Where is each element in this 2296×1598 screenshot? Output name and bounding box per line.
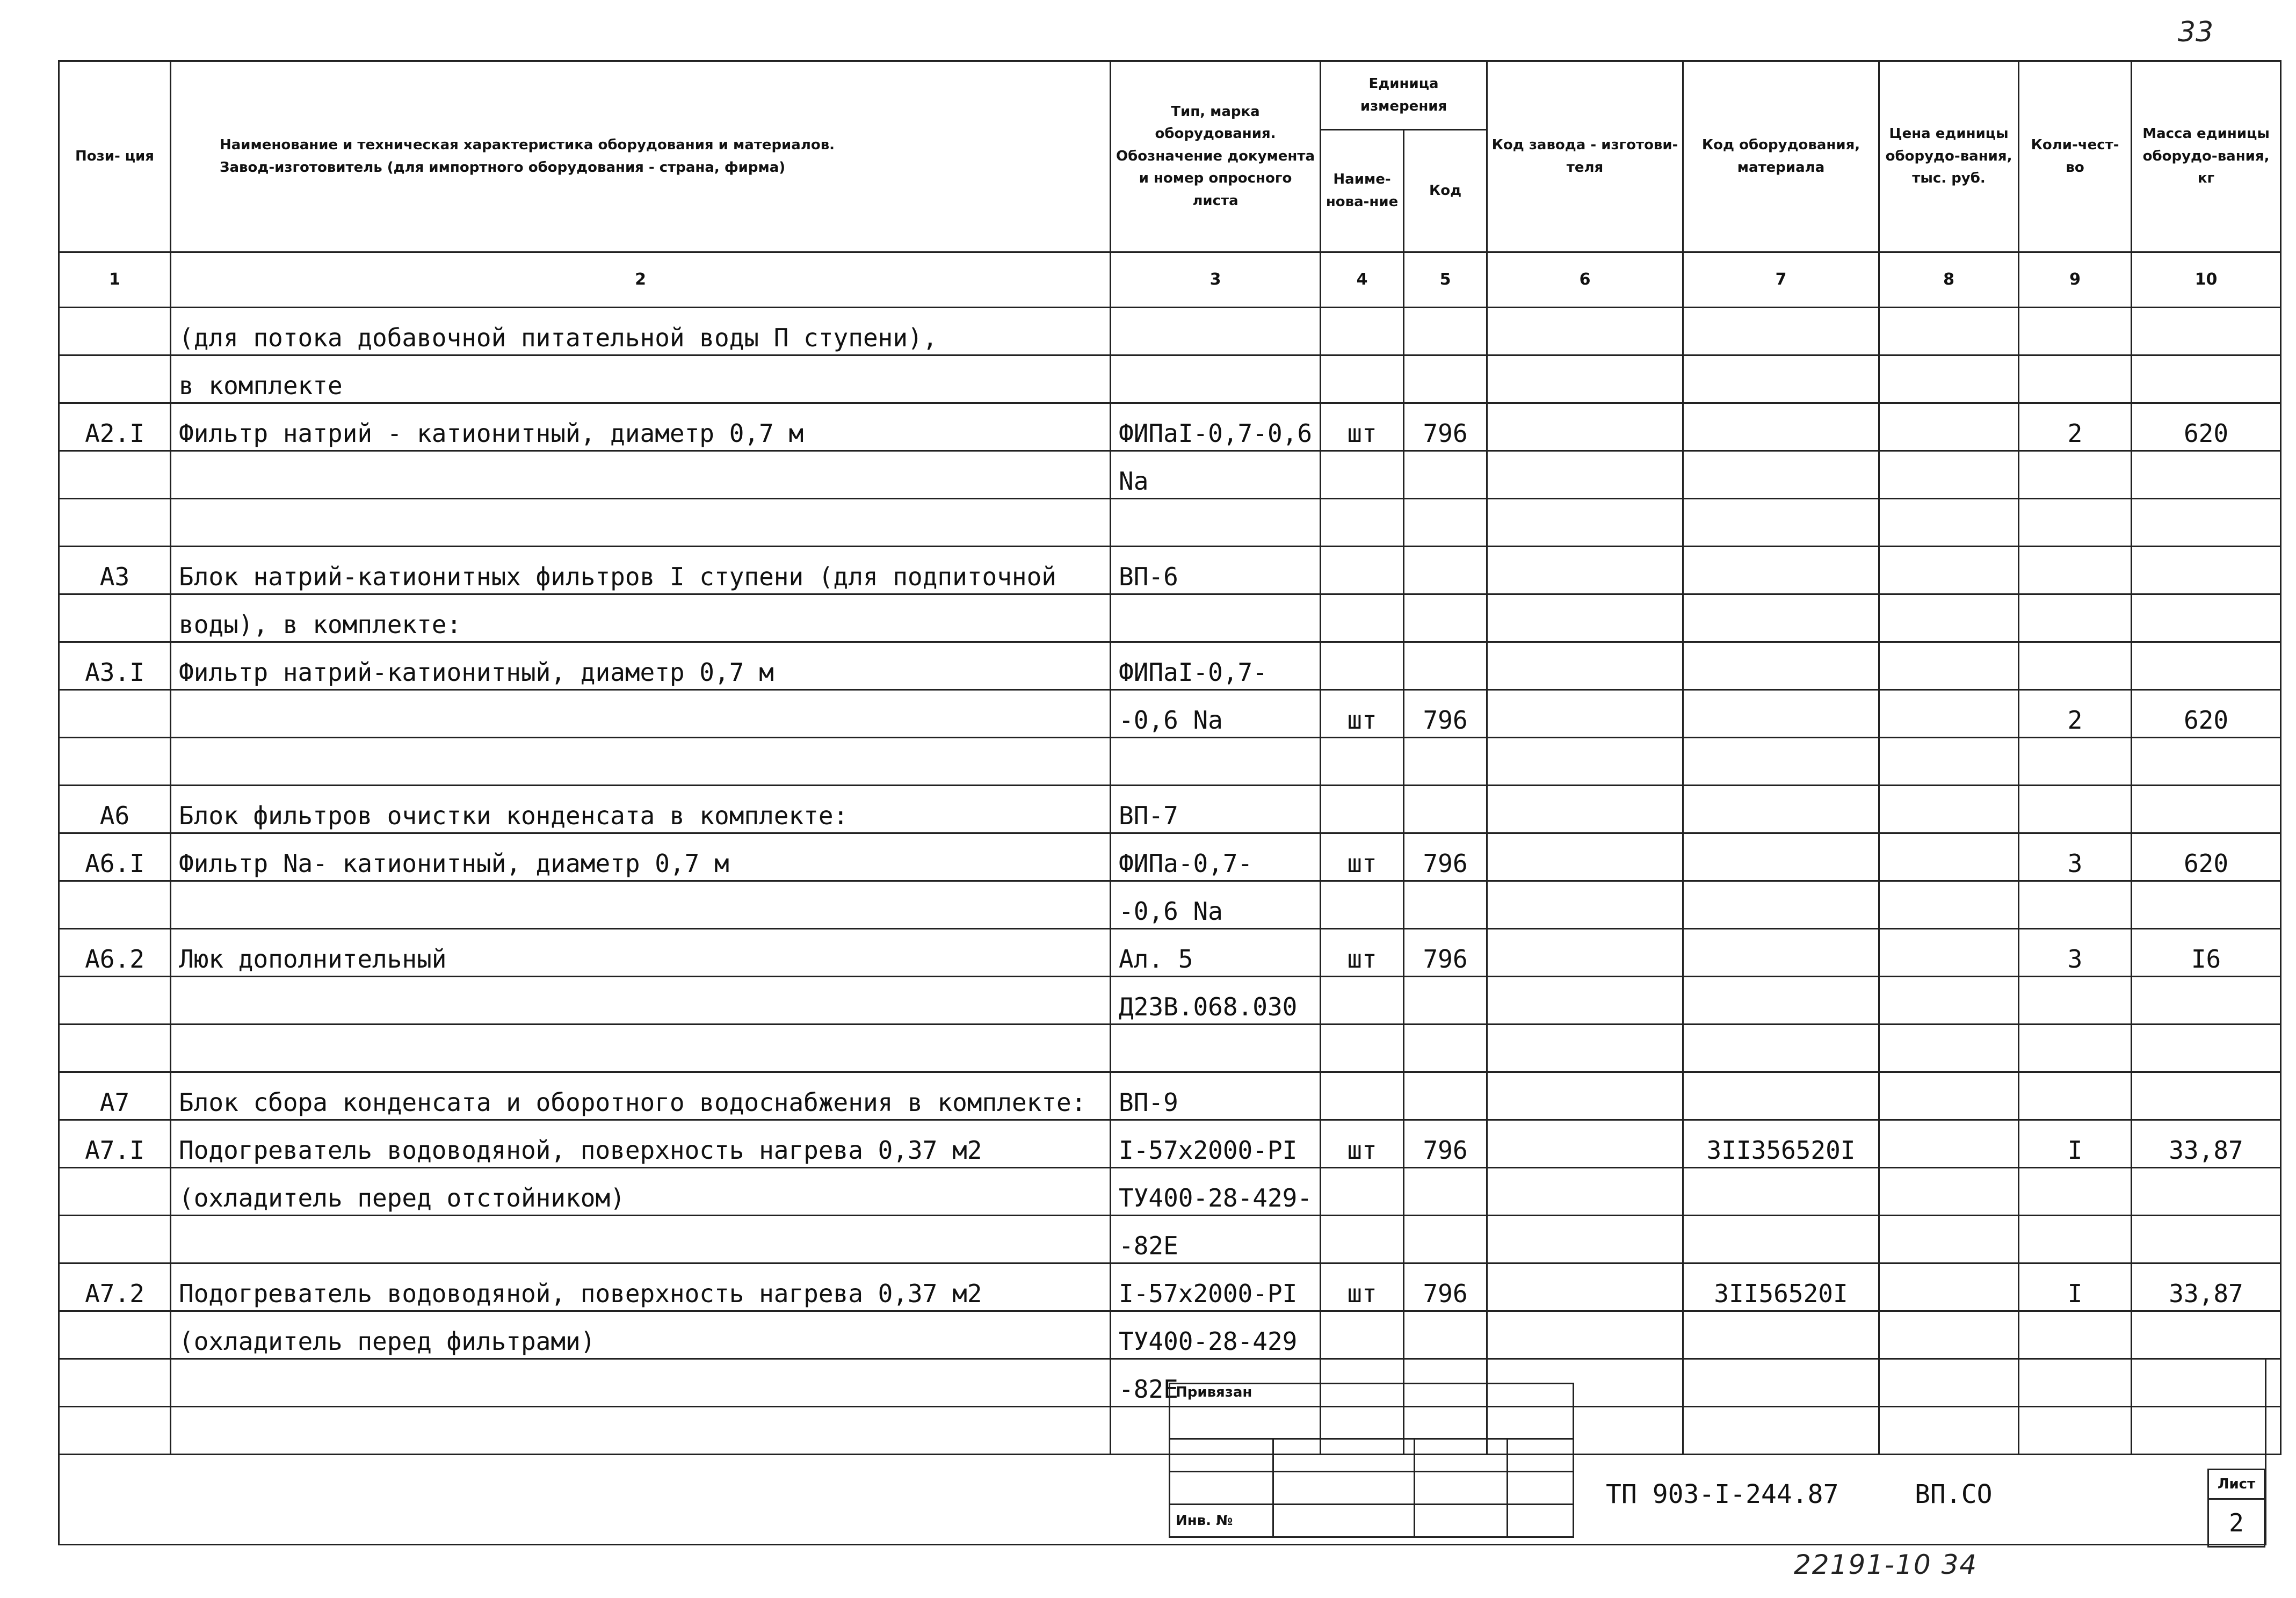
price-cell	[1879, 547, 2019, 594]
equipment-code-cell	[1683, 833, 1879, 881]
position-cell	[59, 881, 171, 929]
equipment-code-cell	[1683, 929, 1879, 977]
table-row	[59, 403, 2281, 451]
price-cell	[1879, 1216, 2019, 1263]
unit-code-cell: 796	[1404, 929, 1487, 977]
type-cell: ВП-7	[1111, 786, 1321, 833]
page-number-handwritten: 33	[2178, 16, 2214, 48]
mass-cell	[2132, 1025, 2281, 1072]
unit-code-cell	[1404, 738, 1487, 786]
type-cell	[1111, 355, 1321, 403]
table-row	[59, 786, 2281, 833]
unit-code-cell	[1404, 1311, 1487, 1359]
unit-name-cell	[1321, 1311, 1404, 1359]
plant-code-cell	[1487, 355, 1683, 403]
position-cell: А6.I	[59, 833, 171, 881]
plant-code-cell	[1487, 1120, 1683, 1168]
type-cell: Д23В.068.030	[1111, 977, 1321, 1025]
plant-code-cell	[1487, 308, 1683, 355]
mass-cell: I6	[2132, 929, 2281, 977]
type-cell	[1111, 308, 1321, 355]
quantity-cell: I	[2019, 1263, 2132, 1311]
specification-table	[58, 60, 2281, 1455]
quantity-cell	[2019, 499, 2132, 547]
header-type: Тип, марка оборудования. Обозначение документа и номер опросного листа	[1111, 61, 1321, 252]
name-cell	[171, 977, 1111, 1025]
unit-name-cell	[1321, 1072, 1404, 1120]
plant-code-cell	[1487, 451, 1683, 499]
type-cell	[1111, 594, 1321, 642]
price-cell	[1879, 451, 2019, 499]
sheet-label: Лист	[2208, 1470, 2265, 1499]
column-number: 7	[1683, 252, 1879, 308]
column-number: 9	[2019, 252, 2132, 308]
mass-cell	[2132, 1216, 2281, 1263]
equipment-code-cell	[1683, 547, 1879, 594]
attachment-stamp	[1169, 1383, 1574, 1538]
equipment-code-cell	[1683, 499, 1879, 547]
table-row	[59, 977, 2281, 1025]
attached-label: Привязан	[1170, 1384, 1574, 1439]
name-cell: Блок натрий-катионитных фильтров I ступени (для подпиточной	[171, 547, 1111, 594]
mass-cell	[2132, 499, 2281, 547]
price-cell	[1879, 1311, 2019, 1359]
table-row	[59, 881, 2281, 929]
quantity-cell	[2019, 977, 2132, 1025]
unit-code-cell: 796	[1404, 833, 1487, 881]
plant-code-cell	[1487, 1216, 1683, 1263]
unit-name-cell	[1321, 1025, 1404, 1072]
table-row	[59, 1072, 2281, 1120]
table-row	[59, 642, 2281, 690]
plant-code-cell	[1487, 499, 1683, 547]
position-cell: А3	[59, 547, 171, 594]
mass-cell	[2132, 642, 2281, 690]
mass-cell: 620	[2132, 403, 2281, 451]
header-position: Пози- ция	[59, 61, 171, 252]
unit-name-cell	[1321, 547, 1404, 594]
equipment-code-cell	[1683, 403, 1879, 451]
price-cell	[1879, 738, 2019, 786]
quantity-cell	[2019, 1072, 2132, 1120]
plant-code-cell	[1487, 833, 1683, 881]
equipment-code-cell: 3II56520I	[1683, 1263, 1879, 1311]
mass-cell	[2132, 786, 2281, 833]
name-cell	[171, 881, 1111, 929]
position-cell	[59, 1168, 171, 1216]
price-cell	[1879, 690, 2019, 738]
unit-code-cell	[1404, 977, 1487, 1025]
unit-name-cell: шт	[1321, 690, 1404, 738]
name-cell: (охладитель перед отстойником)	[171, 1168, 1111, 1216]
price-cell	[1879, 499, 2019, 547]
price-cell	[1879, 355, 2019, 403]
quantity-cell	[2019, 355, 2132, 403]
price-cell	[1879, 1072, 2019, 1120]
table-row	[59, 833, 2281, 881]
plant-code-cell	[1487, 403, 1683, 451]
table-row	[59, 1216, 2281, 1263]
table-row	[59, 1120, 2281, 1168]
header-quantity: Коли-чест-во	[2019, 61, 2132, 252]
unit-name-cell	[1321, 1168, 1404, 1216]
column-number: 5	[1404, 252, 1487, 308]
unit-code-cell	[1404, 1025, 1487, 1072]
name-cell: Блок фильтров очистки конденсата в комплекте:	[171, 786, 1111, 833]
position-cell	[59, 499, 171, 547]
mass-cell	[2132, 738, 2281, 786]
table-row	[59, 1168, 2281, 1216]
type-cell	[1111, 499, 1321, 547]
mass-cell	[2132, 1168, 2281, 1216]
quantity-cell	[2019, 451, 2132, 499]
quantity-cell	[2019, 1025, 2132, 1072]
column-number: 3	[1111, 252, 1321, 308]
header-price: Цена единицы оборудо-вания, тыс. руб.	[1879, 61, 2019, 252]
unit-code-cell	[1404, 451, 1487, 499]
unit-name-cell	[1321, 499, 1404, 547]
equipment-code-cell: 3II356520I	[1683, 1120, 1879, 1168]
mass-cell	[2132, 1311, 2281, 1359]
quantity-cell	[2019, 786, 2132, 833]
price-cell	[1879, 1025, 2019, 1072]
unit-code-cell	[1404, 499, 1487, 547]
header-plant-code: Код завода - изготови-теля	[1487, 61, 1683, 252]
type-cell: ФИПа-0,7-	[1111, 833, 1321, 881]
position-cell: А7.2	[59, 1263, 171, 1311]
table-row	[59, 499, 2281, 547]
name-cell	[171, 1216, 1111, 1263]
table-row	[59, 738, 2281, 786]
quantity-cell	[2019, 547, 2132, 594]
unit-code-cell	[1404, 881, 1487, 929]
position-cell: А6.2	[59, 929, 171, 977]
price-cell	[1879, 594, 2019, 642]
unit-name-cell	[1321, 977, 1404, 1025]
table-row	[59, 929, 2281, 977]
name-cell: Подогреватель водоводяной, поверхность нагрева 0,37 м2	[171, 1263, 1111, 1311]
equipment-code-cell	[1683, 1025, 1879, 1072]
plant-code-cell	[1487, 977, 1683, 1025]
column-number: 4	[1321, 252, 1404, 308]
quantity-cell	[2019, 738, 2132, 786]
header-mass: Масса единицы оборудо-вания, кг	[2132, 61, 2281, 252]
mass-cell	[2132, 881, 2281, 929]
equipment-code-cell	[1683, 1072, 1879, 1120]
column-number: 2	[171, 252, 1111, 308]
position-cell	[59, 355, 171, 403]
inv-number-label: Инв. №	[1170, 1505, 1273, 1537]
mass-cell	[2132, 547, 2281, 594]
equipment-code-cell	[1683, 977, 1879, 1025]
price-cell	[1879, 1120, 2019, 1168]
unit-code-cell	[1404, 594, 1487, 642]
unit-name-cell	[1321, 308, 1404, 355]
type-cell: ТУ400-28-429-	[1111, 1168, 1321, 1216]
table-row	[59, 308, 2281, 355]
unit-code-cell: 796	[1404, 690, 1487, 738]
equipment-code-cell	[1683, 308, 1879, 355]
price-cell	[1879, 833, 2019, 881]
equipment-code-cell	[1683, 690, 1879, 738]
archive-number-handwritten: 22191-10 34	[1794, 1549, 1978, 1580]
unit-code-cell	[1404, 547, 1487, 594]
table-header-row	[59, 61, 2281, 130]
unit-code-cell: 796	[1404, 1120, 1487, 1168]
position-cell	[59, 308, 171, 355]
type-cell: ВП-9	[1111, 1072, 1321, 1120]
table-body	[59, 308, 2281, 1455]
name-cell: в комплекте	[171, 355, 1111, 403]
plant-code-cell	[1487, 547, 1683, 594]
price-cell	[1879, 977, 2019, 1025]
equipment-code-cell	[1683, 738, 1879, 786]
unit-name-cell: шт	[1321, 929, 1404, 977]
name-cell: Подогреватель водоводяной, поверхность нагрева 0,37 м2	[171, 1120, 1111, 1168]
name-cell: Фильтр натрий - катионитный, диаметр 0,7 м	[171, 403, 1111, 451]
position-cell	[59, 977, 171, 1025]
equipment-code-cell	[1683, 642, 1879, 690]
column-number: 1	[59, 252, 171, 308]
plant-code-cell	[1487, 1168, 1683, 1216]
unit-name-cell	[1321, 881, 1404, 929]
unit-code-cell	[1404, 1168, 1487, 1216]
position-cell: А6	[59, 786, 171, 833]
position-cell	[59, 1216, 171, 1263]
unit-name-cell: шт	[1321, 1263, 1404, 1311]
position-cell	[59, 594, 171, 642]
equipment-code-cell	[1683, 451, 1879, 499]
name-cell	[171, 1025, 1111, 1072]
mass-cell	[2132, 594, 2281, 642]
equipment-code-cell	[1683, 1168, 1879, 1216]
plant-code-cell	[1487, 642, 1683, 690]
plant-code-cell	[1487, 786, 1683, 833]
unit-name-cell	[1321, 594, 1404, 642]
sheet-box	[2207, 1469, 2265, 1548]
name-cell: Люк дополнительный	[171, 929, 1111, 977]
price-cell	[1879, 1263, 2019, 1311]
mass-cell: 33,87	[2132, 1120, 2281, 1168]
name-cell: Блок сбора конденсата и оборотного водоснабжения в комплекте:	[171, 1072, 1111, 1120]
header-unit-group: Единица измерения	[1321, 61, 1487, 130]
plant-code-cell	[1487, 594, 1683, 642]
table-row	[59, 690, 2281, 738]
quantity-cell	[2019, 881, 2132, 929]
table-row	[59, 1311, 2281, 1359]
price-cell	[1879, 642, 2019, 690]
equipment-code-cell	[1683, 786, 1879, 833]
type-cell: -82Е	[1111, 1359, 1321, 1407]
equipment-code-cell	[1683, 355, 1879, 403]
unit-code-cell	[1404, 1216, 1487, 1263]
unit-name-cell	[1321, 451, 1404, 499]
position-cell: А3.I	[59, 642, 171, 690]
column-number: 6	[1487, 252, 1683, 308]
unit-name-cell	[1321, 1216, 1404, 1263]
mass-cell: 620	[2132, 690, 2281, 738]
name-cell	[171, 451, 1111, 499]
quantity-cell: 2	[2019, 403, 2132, 451]
type-cell: ВП-6	[1111, 547, 1321, 594]
table-row	[59, 1263, 2281, 1311]
document-section: ВП.СО	[1915, 1479, 1993, 1509]
header-unit-code: Код	[1404, 130, 1487, 252]
position-cell	[59, 1311, 171, 1359]
column-number: 8	[1879, 252, 2019, 308]
type-cell	[1111, 738, 1321, 786]
unit-code-cell: 796	[1404, 403, 1487, 451]
mass-cell	[2132, 308, 2281, 355]
quantity-cell: 2	[2019, 690, 2132, 738]
name-cell: Фильтр Na- катионитный, диаметр 0,7 м	[171, 833, 1111, 881]
position-cell: А7	[59, 1072, 171, 1120]
unit-name-cell: шт	[1321, 1120, 1404, 1168]
price-cell	[1879, 308, 2019, 355]
plant-code-cell	[1487, 1263, 1683, 1311]
table-row	[59, 1025, 2281, 1072]
name-cell	[171, 738, 1111, 786]
plant-code-cell	[1487, 1025, 1683, 1072]
quantity-cell	[2019, 1216, 2132, 1263]
unit-code-cell	[1404, 355, 1487, 403]
position-cell: А2.I	[59, 403, 171, 451]
unit-name-cell: шт	[1321, 403, 1404, 451]
name-cell: Фильтр натрий-катионитный, диаметр 0,7 м	[171, 642, 1111, 690]
price-cell	[1879, 786, 2019, 833]
equipment-code-cell	[1683, 1216, 1879, 1263]
unit-name-cell	[1321, 786, 1404, 833]
plant-code-cell	[1487, 690, 1683, 738]
unit-code-cell	[1404, 786, 1487, 833]
type-cell: ФИПаI-0,7-0,6	[1111, 403, 1321, 451]
plant-code-cell	[1487, 738, 1683, 786]
table-row	[59, 355, 2281, 403]
unit-name-cell	[1321, 738, 1404, 786]
unit-code-cell	[1404, 308, 1487, 355]
type-cell	[1111, 1025, 1321, 1072]
position-cell	[59, 1025, 171, 1072]
name-cell: воды), в комплекте:	[171, 594, 1111, 642]
mass-cell	[2132, 355, 2281, 403]
name-cell: (для потока добавочной питательной воды П ступени),	[171, 308, 1111, 355]
mass-cell	[2132, 977, 2281, 1025]
plant-code-cell	[1487, 881, 1683, 929]
type-cell: -0,6 Na	[1111, 690, 1321, 738]
unit-name-cell: шт	[1321, 833, 1404, 881]
header-unit-name: Наиме-нова-ние	[1321, 130, 1404, 252]
plant-code-cell	[1487, 929, 1683, 977]
price-cell	[1879, 881, 2019, 929]
column-number-row	[59, 252, 2281, 308]
type-cell: ФИПаI-0,7-	[1111, 642, 1321, 690]
header-equipment-code: Код оборудования, материала	[1683, 61, 1879, 252]
position-cell: А7.I	[59, 1120, 171, 1168]
type-cell: I-57x2000-PI	[1111, 1120, 1321, 1168]
title-block-frame	[58, 1359, 2266, 1545]
document-code: ТП 903-I-244.87	[1606, 1479, 1839, 1509]
unit-name-cell	[1321, 642, 1404, 690]
price-cell	[1879, 1168, 2019, 1216]
type-cell: I-57x2000-PI	[1111, 1263, 1321, 1311]
quantity-cell	[2019, 642, 2132, 690]
quantity-cell: I	[2019, 1120, 2132, 1168]
table-row	[59, 547, 2281, 594]
quantity-cell	[2019, 1168, 2132, 1216]
equipment-code-cell	[1683, 881, 1879, 929]
type-cell: Ал. 5	[1111, 929, 1321, 977]
table-row	[59, 594, 2281, 642]
plant-code-cell	[1487, 1311, 1683, 1359]
sheet-number: 2	[2208, 1499, 2265, 1547]
price-cell	[1879, 403, 2019, 451]
mass-cell: 620	[2132, 833, 2281, 881]
table-row	[59, 451, 2281, 499]
quantity-cell	[2019, 1311, 2132, 1359]
header-name: Наименование и техническая характеристика оборудования и материалов. Завод-изготовитель (для импортного оборудования - страна, фирма)	[171, 61, 1111, 252]
quantity-cell	[2019, 308, 2132, 355]
unit-name-cell	[1321, 355, 1404, 403]
name-cell: (охладитель перед фильтрами)	[171, 1311, 1111, 1359]
unit-code-cell	[1404, 642, 1487, 690]
equipment-code-cell	[1683, 594, 1879, 642]
mass-cell	[2132, 451, 2281, 499]
column-number: 10	[2132, 252, 2281, 308]
unit-code-cell: 796	[1404, 1263, 1487, 1311]
quantity-cell: 3	[2019, 833, 2132, 881]
type-cell: -0,6 Na	[1111, 881, 1321, 929]
plant-code-cell	[1487, 1072, 1683, 1120]
mass-cell	[2132, 1072, 2281, 1120]
quantity-cell	[2019, 594, 2132, 642]
type-cell: ТУ400-28-429	[1111, 1311, 1321, 1359]
position-cell	[59, 738, 171, 786]
type-cell: -82Е	[1111, 1216, 1321, 1263]
mass-cell: 33,87	[2132, 1263, 2281, 1311]
price-cell	[1879, 929, 2019, 977]
equipment-code-cell	[1683, 1311, 1879, 1359]
name-cell	[171, 499, 1111, 547]
position-cell	[59, 690, 171, 738]
position-cell	[59, 451, 171, 499]
unit-code-cell	[1404, 1072, 1487, 1120]
type-cell: Na	[1111, 451, 1321, 499]
name-cell	[171, 690, 1111, 738]
quantity-cell: 3	[2019, 929, 2132, 977]
